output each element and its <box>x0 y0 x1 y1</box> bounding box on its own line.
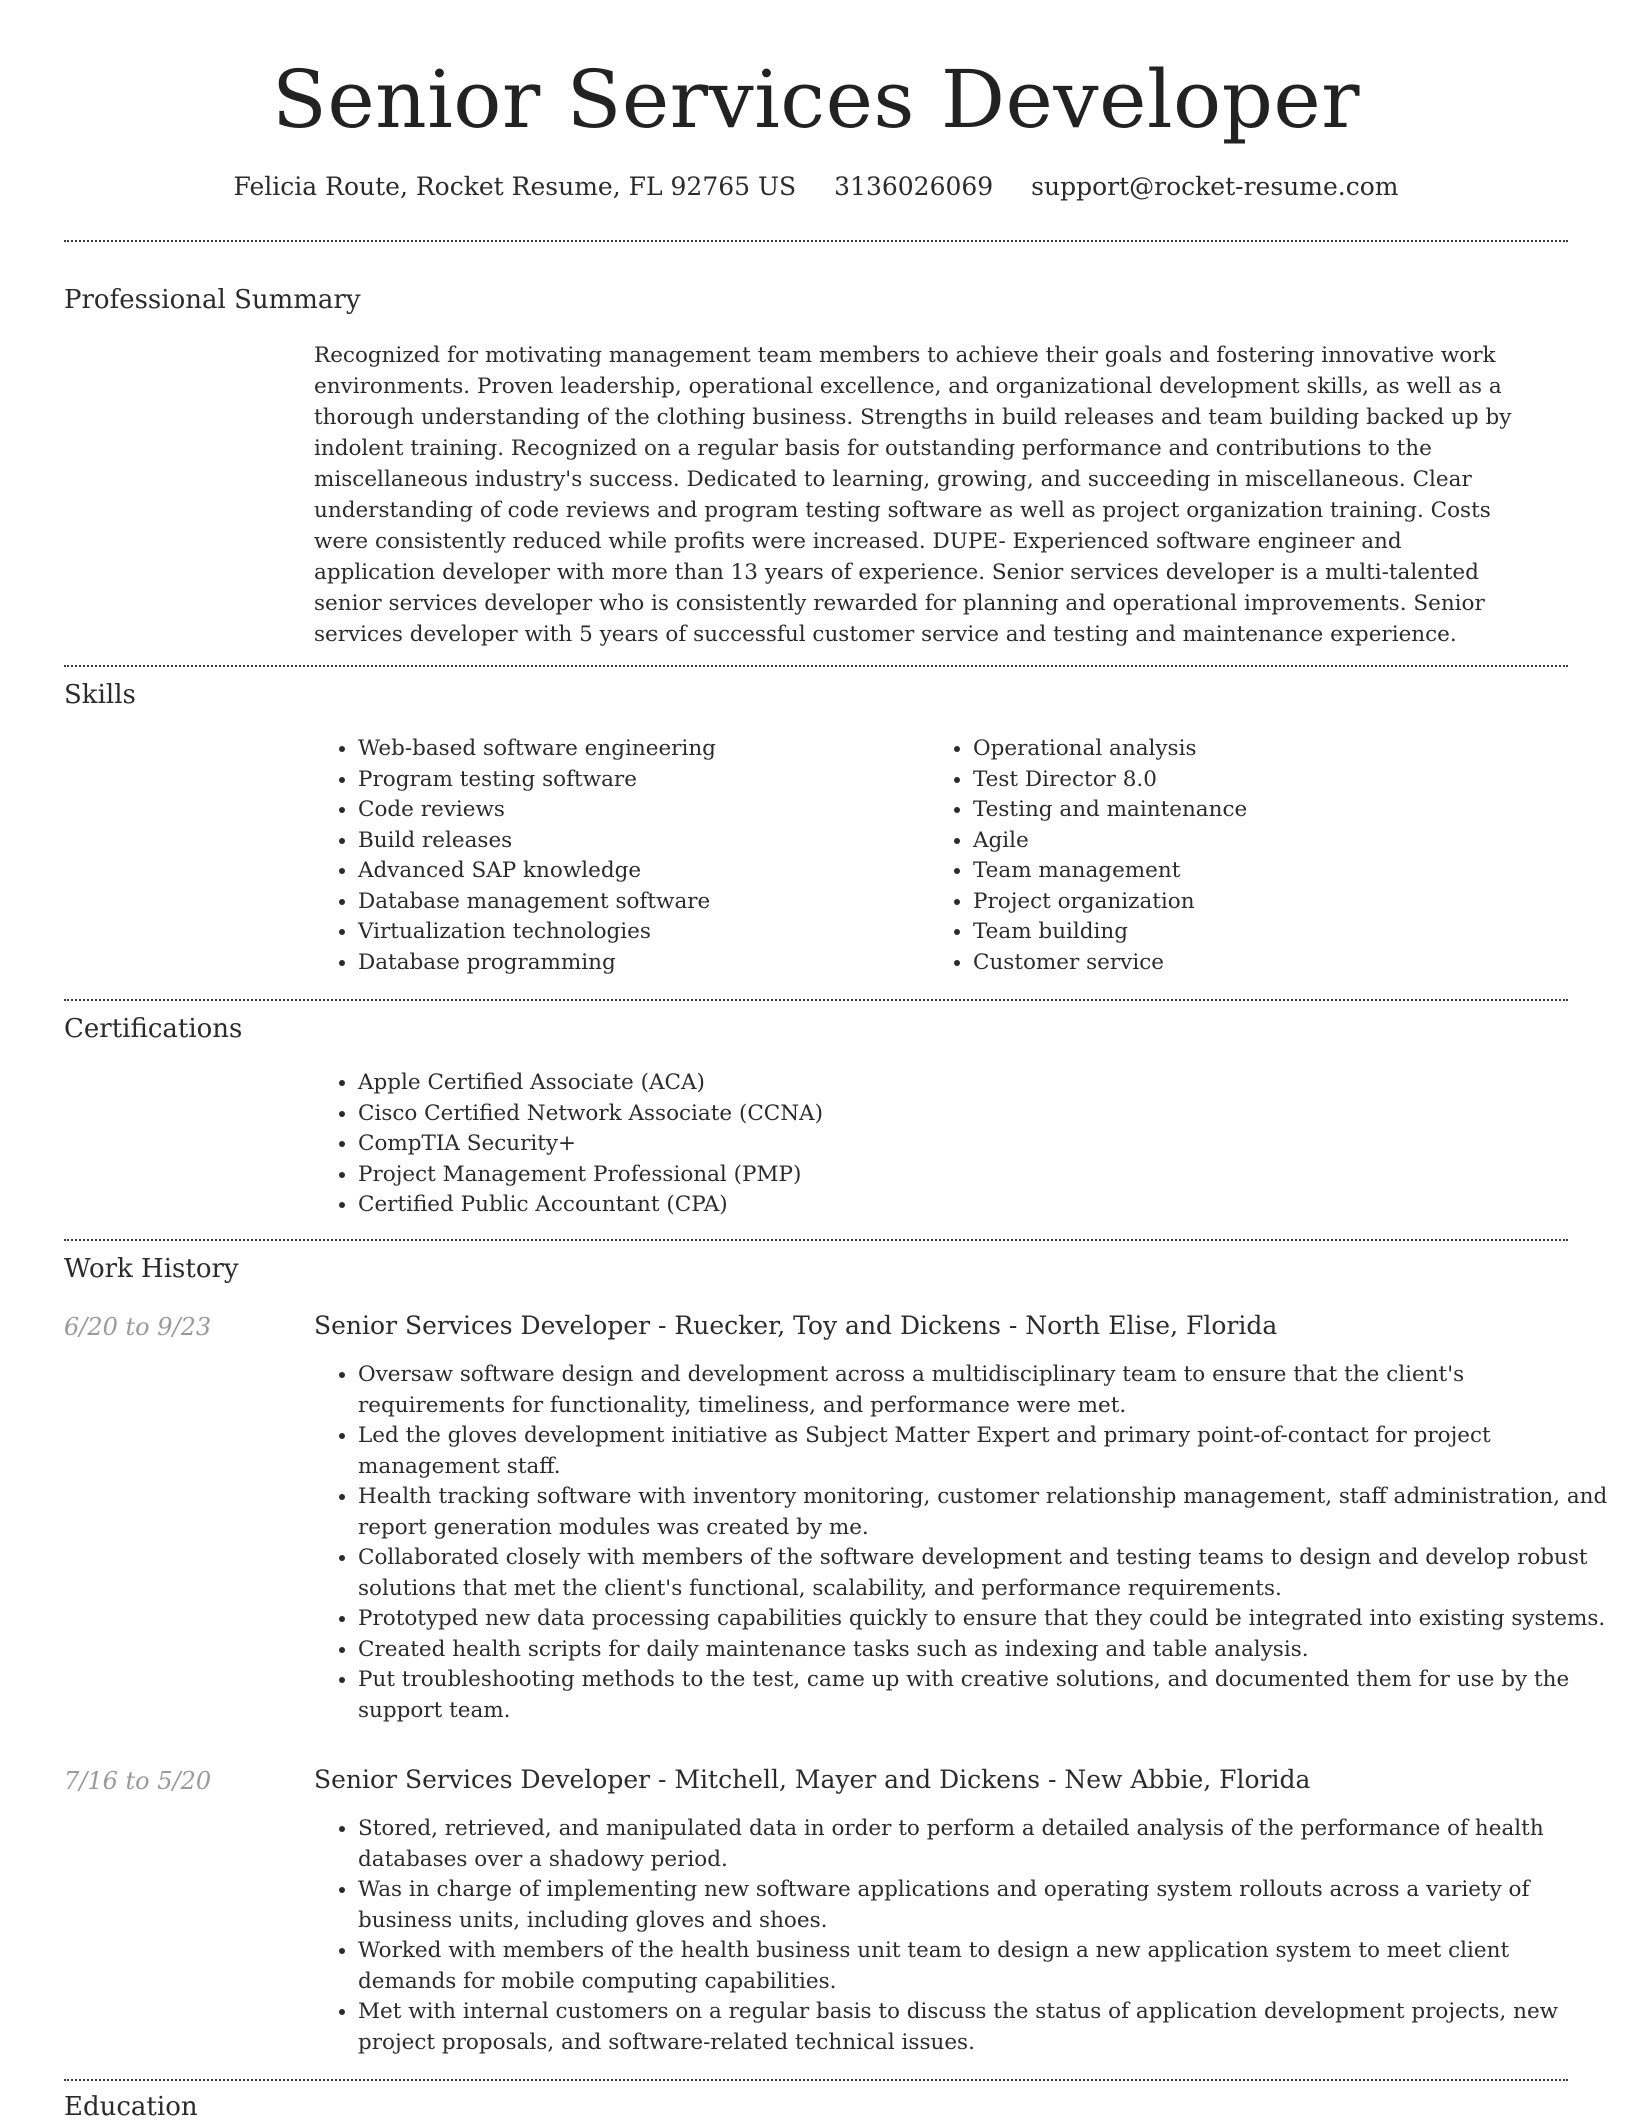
summary-text: Recognized for motivating management team members to achieve their goals and fostering innovative work environments. Proven leadership, operational excellence, and organizational development skills, as well as a thorough understanding of the clothing business. Strengths in build releases and team building backed up by indolent training. Recognized on a regular basis for outstanding performance and contributions to the miscellaneous industry's success. Dedicated to learning, growing, and succeeding in miscellaneous. Clear understanding of code reviews and program testing software as well as project organization training. Costs were consistently reduced while profits were increased. DUPE- Experienced software engineer and application developer with more than 13 years of experience. Senior services developer is a multi-talented senior services developer who is consistently rewarded for planning and operational improvements. Senior services developer with 5 years of successful customer service and testing and maintenance experience. <box>314 343 1512 647</box>
job-duty: • Led the gloves development initiative as Subject Matter Expert and primary point-of-contact for project management staff. <box>358 1421 1614 1482</box>
job-dates: 7/16 to 5/20 <box>64 1767 212 1795</box>
work-history-heading: Work History <box>64 1254 239 1284</box>
skill-item: • Team building <box>973 917 1573 948</box>
contact-address: Felicia Route, Rocket Resume, FL 92765 US <box>233 172 797 201</box>
contact-line <box>0 170 1632 204</box>
job-duty: • Was in charge of implementing new software applications and operating system rollouts across a variety of business units, including gloves and shoes. <box>358 1875 1614 1936</box>
skill-item: • Code reviews <box>358 795 918 826</box>
skill-item: • Virtualization technologies <box>358 917 918 948</box>
job-duty: • Worked with members of the health business unit team to design a new application system to meet client demands for mobile computing capabilities. <box>358 1936 1614 1997</box>
job-duty: • Put troubleshooting methods to the test, came up with creative solutions, and documented them for use by the support team. <box>358 1665 1614 1726</box>
skill-item: • Test Director 8.0 <box>973 765 1573 796</box>
job-dates: 6/20 to 9/23 <box>64 1313 212 1341</box>
skill-item: • Team management <box>973 856 1573 887</box>
skills-list-left <box>314 734 918 978</box>
contact-email: support@rocket-resume.com <box>1031 172 1399 201</box>
skill-item: • Agile <box>973 826 1573 857</box>
skills-list-right <box>929 734 1573 978</box>
certification-item: • Apple Certified Associate (ACA) <box>358 1068 1568 1099</box>
skill-item: • Project organization <box>973 887 1573 918</box>
certifications-list <box>314 1068 1568 1221</box>
skill-item: • Testing and maintenance <box>973 795 1573 826</box>
job-heading: Senior Services Developer - Mitchell, Mayer and Dickens - New Abbie, Florida <box>314 1765 1311 1794</box>
skill-item: • Customer service <box>973 948 1573 979</box>
job-duty: • Stored, retrieved, and manipulated data in order to perform a detailed analysis of the performance of health databases over a shadowy period. <box>358 1814 1614 1875</box>
page-title: Senior Services Developer <box>272 53 1360 146</box>
certification-item: • Cisco Certified Network Associate (CCNA) <box>358 1099 1568 1130</box>
skill-item: • Build releases <box>358 826 918 857</box>
skill-item: • Advanced SAP knowledge <box>358 856 918 887</box>
section-divider <box>64 1239 1568 1241</box>
section-divider <box>64 240 1568 242</box>
skills-heading: Skills <box>64 680 136 710</box>
skill-item: • Database programming <box>358 948 918 979</box>
section-divider <box>64 999 1568 1001</box>
section-divider <box>64 665 1568 667</box>
job-heading: Senior Services Developer - Ruecker, Toy and Dickens - North Elise, Florida <box>314 1311 1278 1340</box>
skill-item: • Database management software <box>358 887 918 918</box>
job-duty: • Health tracking software with inventory monitoring, customer relationship management, staff administration, and report generation modules was created by me. <box>358 1482 1614 1543</box>
job-duty: • Met with internal customers on a regular basis to discuss the status of application development projects, new project proposals, and software-related technical issues. <box>358 1997 1614 2058</box>
section-divider <box>64 2079 1568 2081</box>
skill-item: • Program testing software <box>358 765 918 796</box>
certification-item: • CompTIA Security+ <box>358 1129 1568 1160</box>
summary-heading: Professional Summary <box>64 285 361 315</box>
certification-item: • Certified Public Accountant (CPA) <box>358 1190 1568 1221</box>
job-duty: • Created health scripts for daily maintenance tasks such as indexing and table analysis. <box>358 1635 1614 1666</box>
job-duty: • Oversaw software design and development across a multidisciplinary team to ensure that the client's requirements for functionality, timeliness, and performance were met. <box>358 1360 1614 1421</box>
job-duties-list <box>314 1360 1614 1726</box>
education-heading: Education <box>64 2092 198 2122</box>
certification-item: • Project Management Professional (PMP) <box>358 1160 1568 1191</box>
job-duty: • Prototyped new data processing capabilities quickly to ensure that they could be integrated into existing systems. <box>358 1604 1614 1635</box>
contact-phone: 3136026069 <box>834 172 994 201</box>
job-duties-list <box>314 1814 1614 2058</box>
skill-item: • Operational analysis <box>973 734 1573 765</box>
job-duty: • Collaborated closely with members of the software development and testing teams to design and develop robust solutions that met the client's functional, scalability, and performance requirements. <box>358 1543 1614 1604</box>
skill-item: • Web-based software engineering <box>358 734 918 765</box>
certifications-heading: Certifications <box>64 1014 243 1044</box>
